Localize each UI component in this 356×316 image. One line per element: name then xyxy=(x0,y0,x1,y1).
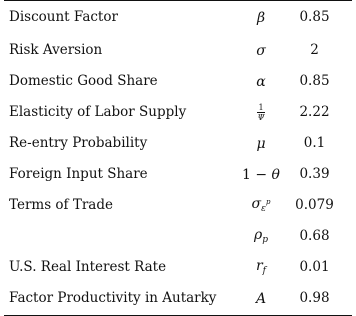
table-row xyxy=(4,35,352,66)
symbol-text: A xyxy=(255,291,267,307)
parameter-name: Terms of Trade xyxy=(9,196,113,213)
parameter-value: 0.01 xyxy=(299,258,330,275)
parameter-name: Domestic Good Share xyxy=(9,72,158,89)
symbol-text: σ xyxy=(256,42,266,59)
parameter-table xyxy=(4,0,352,316)
symbol-subscript: ε xyxy=(261,204,266,214)
symbol-text: σ xyxy=(251,196,262,212)
parameter-value: 2 xyxy=(310,41,319,58)
table-row xyxy=(4,128,352,159)
symbol-subscript: f xyxy=(262,266,267,276)
parameter-symbol xyxy=(241,159,281,190)
symbol-subscript: p xyxy=(262,235,268,245)
parameter-symbol xyxy=(241,1,281,36)
parameter-symbol xyxy=(241,35,281,66)
table-row xyxy=(4,283,352,316)
fraction-numerator: 1 xyxy=(258,103,264,112)
symbol-text: μ xyxy=(256,135,266,152)
parameter-value: 0.39 xyxy=(299,165,330,182)
parameter-value: 0.68 xyxy=(299,227,330,244)
parameter-name xyxy=(4,221,241,252)
symbol-text: ρ xyxy=(254,227,263,243)
parameter-name: Foreign Input Share xyxy=(9,165,148,182)
symbol-text: r xyxy=(255,258,263,274)
parameter-value: 0.1 xyxy=(303,134,326,151)
parameter-symbol xyxy=(241,66,281,97)
parameter-value: 0.85 xyxy=(299,72,330,89)
parameter-symbol xyxy=(241,221,281,252)
parameter-name: Factor Productivity in Autarky xyxy=(4,283,241,316)
symbol-sub-superscript: p xyxy=(265,198,271,206)
parameter-symbol xyxy=(241,97,281,128)
parameter-value: 0.85 xyxy=(281,1,352,36)
parameter-name: Risk Aversion xyxy=(9,41,103,58)
table-row xyxy=(4,66,352,97)
table-row xyxy=(4,159,352,190)
symbol-text: α xyxy=(256,73,266,90)
fraction-denominator: Ψ xyxy=(257,113,265,122)
table-row xyxy=(4,190,352,221)
table-row xyxy=(4,97,352,128)
parameter-symbol xyxy=(241,283,281,316)
symbol-prefix: 1 − xyxy=(242,166,272,183)
parameter-name: Re-entry Probability xyxy=(9,134,148,151)
fraction-symbol xyxy=(257,103,264,122)
parameter-name: U.S. Real Interest Rate xyxy=(9,258,167,275)
parameter-symbol xyxy=(241,190,281,221)
table-row xyxy=(4,252,352,283)
parameter-symbol xyxy=(241,252,281,283)
parameter-name: Discount Factor xyxy=(4,1,241,36)
table-row xyxy=(4,1,352,36)
symbol-text: θ xyxy=(271,166,280,183)
parameter-symbol xyxy=(241,128,281,159)
parameter-value: 0.98 xyxy=(281,283,352,316)
parameter-value: 0.079 xyxy=(295,196,334,213)
table-row xyxy=(4,221,352,252)
parameter-name: Elasticity of Labor Supply xyxy=(9,103,187,120)
parameter-value: 2.22 xyxy=(299,103,330,120)
symbol-text: β xyxy=(256,10,266,26)
